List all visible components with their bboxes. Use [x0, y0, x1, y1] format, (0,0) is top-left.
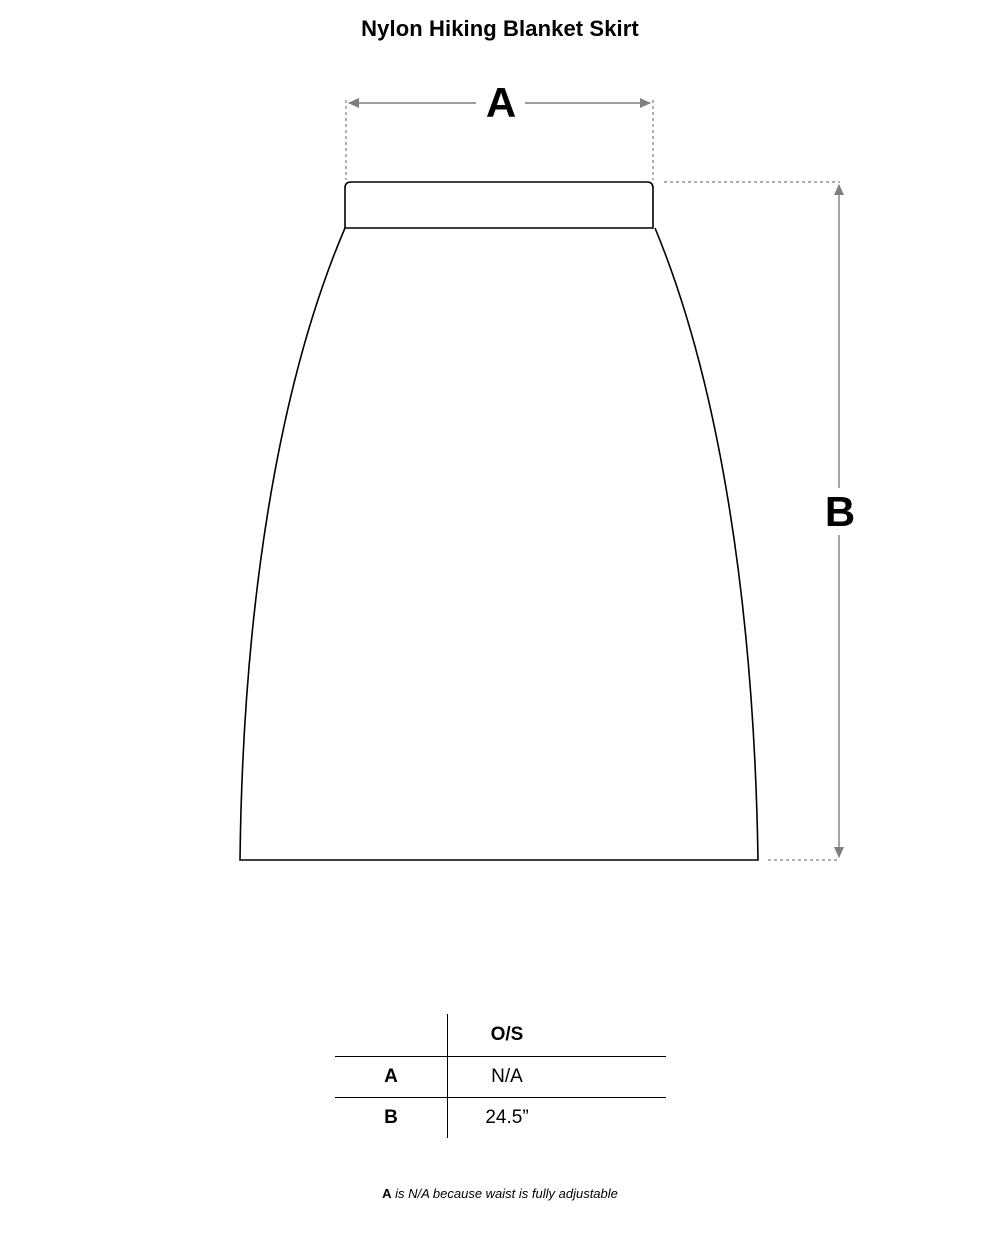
skirt-body	[240, 228, 758, 860]
page-title: Nylon Hiking Blanket Skirt	[361, 16, 639, 41]
dimension-a	[346, 79, 653, 180]
footnote	[0, 1186, 1000, 1201]
size-table	[335, 1014, 666, 1138]
footnote-text: is N/A because waist is fully adjustable	[391, 1186, 618, 1201]
size-table-row-label: A	[335, 1057, 448, 1098]
size-table-header	[335, 1014, 666, 1057]
skirt-outline	[240, 182, 758, 860]
dimension-b	[664, 182, 855, 860]
size-table-header-label	[335, 1014, 448, 1057]
dimension-b-label: B	[824, 488, 856, 535]
size-table-row-label: B	[335, 1098, 448, 1139]
table-row	[335, 1098, 666, 1139]
footnote-key: A	[382, 1186, 392, 1201]
dimension-a-label: A	[485, 79, 517, 126]
table-row	[335, 1057, 666, 1098]
size-table-header-size: O/S	[448, 1014, 567, 1057]
size-table-row-value: 24.5”	[485, 1107, 529, 1128]
size-table-row-value: N/A	[448, 1057, 567, 1098]
skirt-waistband	[345, 182, 653, 228]
